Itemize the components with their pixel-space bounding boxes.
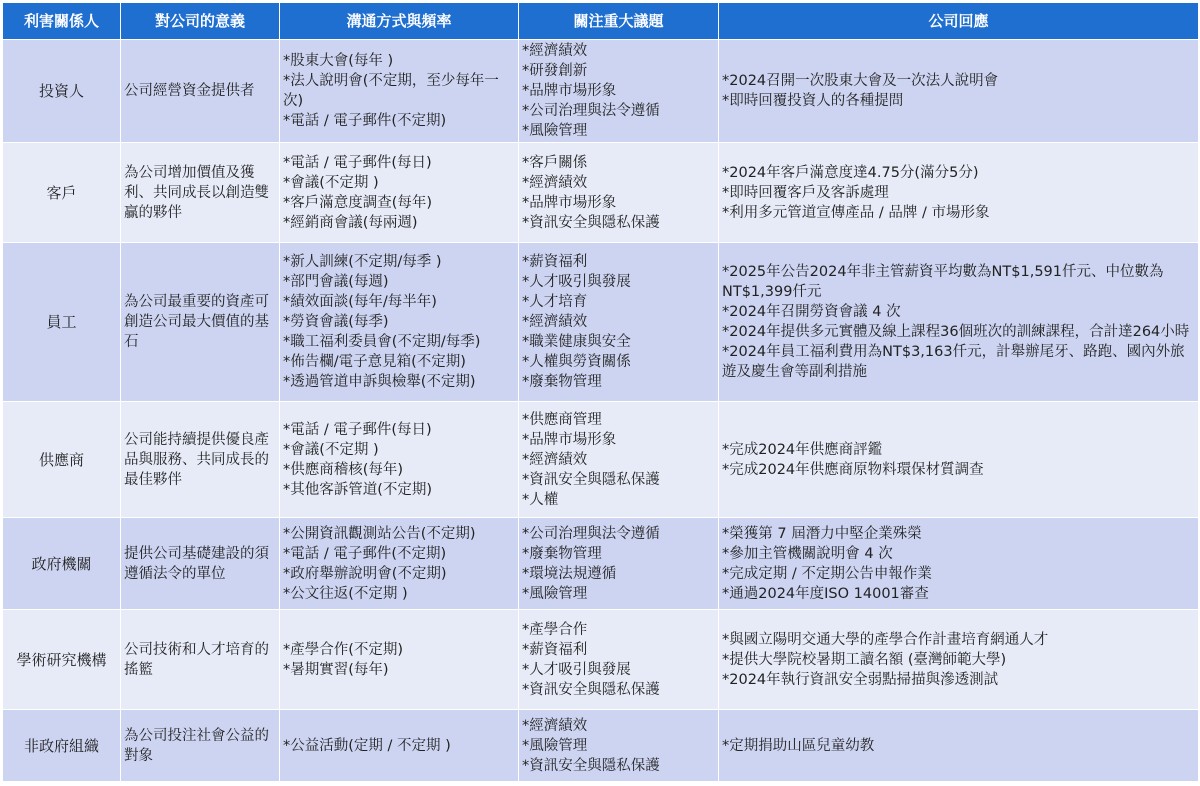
channel-item: *會議(不定期 ) (283, 441, 379, 458)
response-item: *即時回覆投資人的各種提問 (722, 93, 904, 109)
topic-item: *經濟績效 (522, 717, 588, 734)
topic-item: *品牌市場形象 (522, 194, 617, 211)
channel-item: *績效面談(每年/每半年) (283, 294, 437, 310)
topic-item: *資訊安全與隱私保護 (522, 471, 660, 488)
response-item: *2024年提供多元實體及線上課程36個班次的訓練課程，合計達264小時 (722, 324, 1190, 340)
response-item: *完成2024年供應商評鑑 (722, 441, 883, 458)
response-item: *定期捐助山區兒童幼教 (722, 737, 875, 754)
communication-channels (280, 710, 519, 782)
stakeholder-meaning: 為公司投注社會公益的對象 (121, 710, 280, 782)
channel-item: *職工福利委員會(不定期/每季) (283, 334, 481, 350)
response-item: *榮獲第 7 屆潛力中堅企業殊榮 (722, 525, 922, 542)
topic-item: *環境法規遵循 (522, 565, 617, 582)
stakeholder-meaning: 為公司增加價值及獲利、共同成長以創造雙贏的夥伴 (121, 143, 280, 243)
channel-item: *暑期實習(每年) (283, 661, 389, 678)
response-item: *參加主管機關說明會 4 次 (722, 545, 893, 562)
stakeholder-name: 學術研究機構 (3, 610, 121, 710)
topic-item: *人才吸引與發展 (522, 661, 631, 678)
topic-item: *人才吸引與發展 (522, 274, 631, 290)
table-row (3, 518, 1199, 610)
topic-item: *廢棄物管理 (522, 545, 602, 562)
stakeholder-name: 員工 (3, 243, 121, 402)
stakeholder-name: 供應商 (3, 402, 121, 518)
company-response (719, 610, 1199, 710)
topic-item: *公司治理與法令遵循 (522, 525, 660, 542)
response-item: *通過2024年度ISO 14001審查 (722, 585, 929, 602)
response-item: *與國立陽明交通大學的產學合作計畫培育網通人才 (722, 631, 1049, 648)
response-item: *利用多元管道宣傳產品 / 品牌 / 市場形象 (722, 204, 990, 221)
material-topics (519, 518, 719, 610)
topic-item: *品牌市場形象 (522, 431, 617, 448)
channel-item: *新人訓練(不定期/每季 ) (283, 254, 442, 270)
topic-item: *人權與勞資關係 (522, 354, 631, 370)
table-row (3, 40, 1199, 143)
channel-item: *股東大會(每年 ) (283, 53, 394, 69)
header-channels: 溝通方式與頻率 (280, 3, 519, 40)
table-row (3, 710, 1199, 782)
topic-item: *品牌市場形象 (522, 83, 617, 99)
communication-channels (280, 402, 519, 518)
channel-item: *法人說明會(不定期，至少每年一次) (283, 73, 499, 109)
response-item: *2024召開一次股東大會及一次法人說明會 (722, 73, 999, 89)
table-row (3, 243, 1199, 402)
company-response (719, 143, 1199, 243)
channel-item: *電話 / 電子郵件(每日) (283, 154, 432, 171)
material-topics (519, 143, 719, 243)
topic-item: *廢棄物管理 (522, 374, 602, 390)
channel-item: *透過管道申訴與檢舉(不定期) (283, 374, 476, 390)
channel-item: *部門會議(每週) (283, 274, 389, 290)
stakeholder-table (2, 2, 1199, 782)
channel-item: *電話 / 電子郵件(不定期) (283, 113, 447, 129)
material-topics (519, 40, 719, 143)
company-response (719, 710, 1199, 782)
channel-item: *勞資會議(每季) (283, 314, 389, 330)
material-topics (519, 243, 719, 402)
channel-item: *客戶滿意度調查(每年) (283, 194, 433, 211)
topic-item: *資訊安全與隱私保護 (522, 757, 660, 774)
table-row (3, 143, 1199, 243)
channel-item: *電話 / 電子郵件(不定期) (283, 545, 447, 562)
topic-item: *薪資福利 (522, 254, 588, 270)
header-stakeholder: 利害關係人 (3, 3, 121, 40)
material-topics (519, 610, 719, 710)
topic-item: *風險管理 (522, 585, 588, 602)
response-item: *完成定期 / 不定期公告申報作業 (722, 565, 932, 582)
company-response (719, 402, 1199, 518)
topic-item: *經濟績效 (522, 451, 588, 468)
response-item: *2024年員工福利費用為NT$3,163仟元，計舉辦尾牙、路跑、國內外旅遊及慶生會等副利措施 (722, 344, 1185, 380)
company-response (719, 518, 1199, 610)
communication-channels (280, 610, 519, 710)
response-item: *完成2024年供應商原物料環保材質調查 (722, 461, 984, 478)
response-item: *2024年執行資訊安全弱點掃描與滲透測試 (722, 671, 999, 688)
header-meaning: 對公司的意義 (121, 3, 280, 40)
channel-item: *公益活動(定期 / 不定期 ) (283, 737, 451, 754)
channel-item: *佈告欄/電子意見箱(不定期) (283, 354, 466, 370)
response-item: *即時回覆客戶及客訴處理 (722, 184, 889, 201)
table-row (3, 610, 1199, 710)
company-response (719, 243, 1199, 402)
topic-item: *風險管理 (522, 737, 588, 754)
topic-item: *客戶關係 (522, 154, 588, 171)
channel-item: *公開資訊觀測站公告(不定期) (283, 525, 476, 542)
material-topics (519, 710, 719, 782)
stakeholder-meaning: 提供公司基礎建設的須遵循法令的單位 (121, 518, 280, 610)
header-topics: 關注重大議題 (519, 3, 719, 40)
topic-item: *風險管理 (522, 123, 588, 139)
stakeholder-meaning: 公司能持續提供優良產品與服務、共同成長的最佳夥伴 (121, 402, 280, 518)
company-response (719, 40, 1199, 143)
header-response: 公司回應 (719, 3, 1199, 40)
topic-item: *職業健康與安全 (522, 334, 631, 350)
topic-item: *資訊安全與隱私保護 (522, 681, 660, 698)
channel-item: *供應商稽核(每年) (283, 461, 404, 478)
table-header-row (3, 3, 1199, 40)
response-item: *2024年召開勞資會議 4 次 (722, 304, 901, 320)
stakeholder-name: 非政府組織 (3, 710, 121, 782)
response-item: *2025年公告2024年非主管薪資平均數為NT$1,591仟元、中位數為NT$1,399仟元 (722, 264, 1164, 300)
stakeholder-meaning: 公司技術和人才培育的搖籃 (121, 610, 280, 710)
stakeholder-name: 政府機關 (3, 518, 121, 610)
topic-item: *產學合作 (522, 621, 588, 638)
topic-item: *人才培育 (522, 294, 588, 310)
channel-item: *電話 / 電子郵件(每日) (283, 421, 432, 438)
topic-item: *研發創新 (522, 63, 588, 79)
channel-item: *產學合作(不定期) (283, 641, 404, 658)
stakeholder-name: 投資人 (3, 40, 121, 143)
channel-item: *會議(不定期 ) (283, 174, 379, 191)
communication-channels (280, 518, 519, 610)
topic-item: *人權 (522, 491, 559, 508)
material-topics (519, 402, 719, 518)
topic-item: *薪資福利 (522, 641, 588, 658)
topic-item: *供應商管理 (522, 411, 602, 428)
stakeholder-meaning: 為公司最重要的資產可創造公司最大價值的基石 (121, 243, 280, 402)
response-item: *2024年客戶滿意度達4.75分(滿分5分) (722, 164, 979, 181)
topic-item: *經濟績效 (522, 43, 588, 59)
channel-item: *政府舉辦說明會(不定期) (283, 565, 447, 582)
response-item: *提供大學院校暑期工讀名額 (臺灣師範大學) (722, 651, 1007, 668)
channel-item: *經銷商會議(每兩週) (283, 214, 418, 231)
topic-item: *公司治理與法令遵循 (522, 103, 660, 119)
communication-channels (280, 143, 519, 243)
channel-item: *其他客訴管道(不定期) (283, 481, 433, 498)
topic-item: *經濟績效 (522, 174, 588, 191)
communication-channels (280, 40, 519, 143)
channel-item: *公文往返(不定期 ) (283, 585, 408, 602)
communication-channels (280, 243, 519, 402)
topic-item: *資訊安全與隱私保護 (522, 214, 660, 231)
topic-item: *經濟績效 (522, 314, 588, 330)
table-row (3, 402, 1199, 518)
stakeholder-meaning: 公司經營資金提供者 (121, 40, 280, 143)
stakeholder-name: 客戶 (3, 143, 121, 243)
